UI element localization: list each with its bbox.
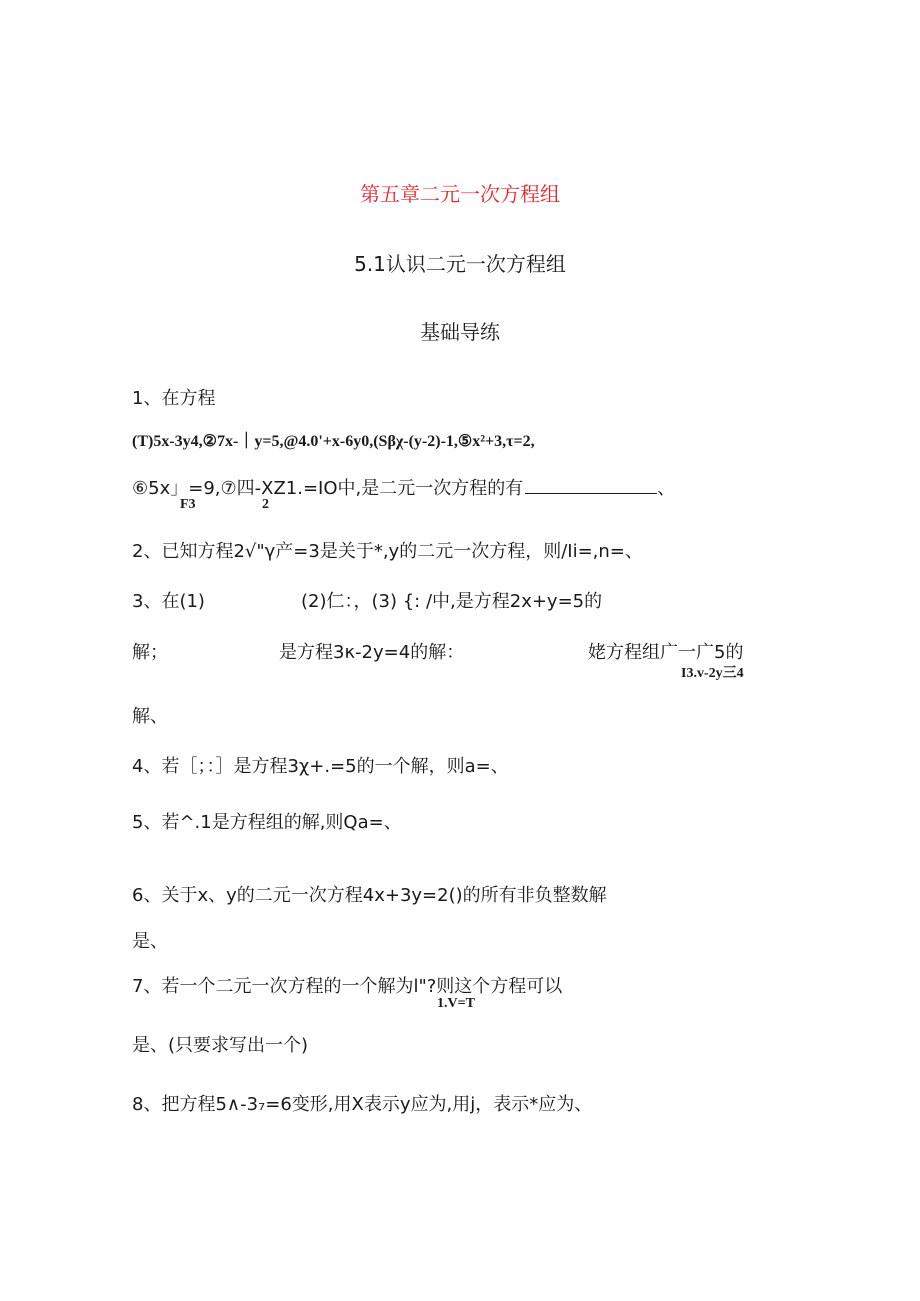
q1-intro: 1、在方程 bbox=[132, 388, 216, 409]
q1-line2 bbox=[132, 474, 675, 500]
q3-line1-rest: (2)仁：，(3) {: /中,是方程2x+y=5的 bbox=[301, 591, 603, 612]
q1-line2-text: ⑥5x」=9,⑦四-XZ1.=IO中,是二元一次方程的有 bbox=[132, 478, 524, 499]
q1-subscript-2: 2 bbox=[262, 497, 269, 512]
q6-line2: 是、 bbox=[132, 931, 168, 952]
q7-line1: 7、若一个二元一次方程的一个解为l"?则这个方程可以 bbox=[132, 976, 563, 997]
q2-text: 2、已知方程2√"γ产=3是关于*,y的二元一次方程，则/Ii=,n=、 bbox=[132, 541, 643, 562]
q7-subscript: 1.V=T bbox=[437, 996, 475, 1011]
chapter-title: 第五章二元一次方程组 bbox=[360, 182, 560, 206]
q3-line3: 解、 bbox=[132, 706, 168, 727]
q3-line2-end: 姥方程组广一广5的 bbox=[588, 642, 744, 663]
section-title: 5.1认识二元一次方程组 bbox=[354, 252, 566, 276]
answer-blank bbox=[525, 493, 657, 494]
q3-line1-start: 3、在(1) bbox=[132, 591, 205, 612]
q4-text: 4、若［；：］是方程3χ+.=5的一个解，则a=、 bbox=[132, 756, 509, 777]
q3-line2-middle: 是方程3κ-2y=4的解： bbox=[279, 642, 465, 663]
q5-text: 5、若^.1是方程组的解,则Qa=、 bbox=[132, 812, 402, 833]
q1-subscript-f3: F3 bbox=[180, 497, 196, 512]
practice-subtitle: 基础导练 bbox=[420, 320, 500, 344]
q1-line2-suffix: 、 bbox=[657, 478, 676, 499]
q6-line1: 6、关于x、y的二元一次方程4x+3y=2()的所有非负整数解 bbox=[132, 885, 607, 906]
q3-system-subscript: I3.v-2y三4 bbox=[681, 666, 744, 681]
q7-line2: 是、(只要求写出一个) bbox=[132, 1035, 309, 1056]
q3-line2-start: 解； bbox=[132, 642, 168, 663]
q8-text: 8、把方程5∧-3₇=6变形,用X表示y应为,用j，表示*应为、 bbox=[132, 1094, 593, 1115]
q1-equations: (T)5x-3y4,②7x-｜y=5,@4.0'+x-6y0,(Sβχ-(y-2)-1,⑤x²+3,τ=2, bbox=[132, 433, 535, 450]
